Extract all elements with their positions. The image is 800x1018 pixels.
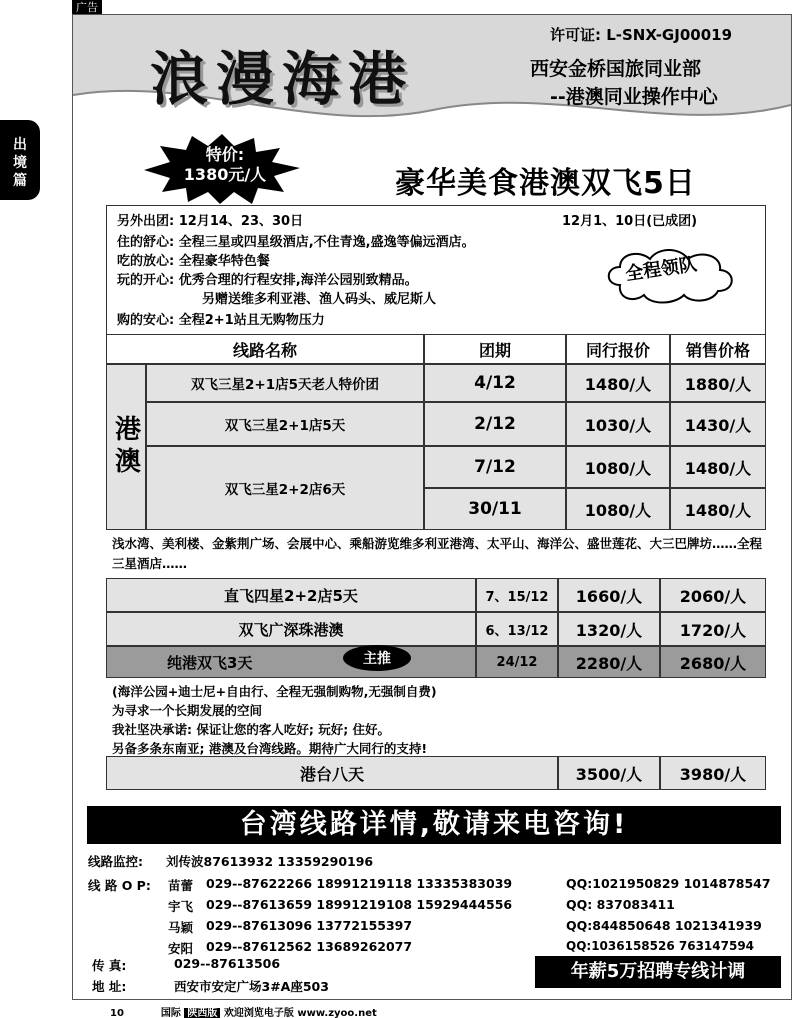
table-row-trade-price: 1660/人 — [558, 578, 660, 612]
header-trade-price: 同行报价 — [566, 334, 670, 364]
operator-label: 线 路 O P: — [88, 878, 151, 893]
table-row-retail-price: 1720/人 — [660, 612, 766, 646]
table-row-trade-price: 2280/人 — [558, 646, 660, 678]
operator-qq: QQ: 837083411 — [566, 897, 675, 912]
table-row-date: 4/12 — [424, 364, 566, 402]
address-value: 西安市安定广场3#A座503 — [174, 979, 329, 994]
section-tab-char: 境 — [13, 155, 27, 171]
table-row-route: 双飞三星2+1店5天 — [146, 402, 424, 446]
fax-number: 029--87613506 — [174, 956, 281, 971]
featured-badge: 主推 — [343, 645, 411, 671]
fax-label: 传 真: — [92, 958, 127, 973]
page-number: 10 — [110, 1008, 124, 1018]
tour-headline: 豪华美食港澳双飞5日 — [395, 166, 696, 201]
departure-dates: 另外出团: 12月14、23、30日 — [117, 214, 304, 229]
sights-list: 浅水湾、美利楼、金紫荆广场、会展中心、乘船游览维多利亚港湾、太平山、海洋公、盛世莲花、大三巴牌坊……全程三星酒店…… — [112, 536, 763, 571]
table-row-retail-price: 2680/人 — [660, 646, 766, 678]
table-row-route: 双飞三星2+1店5天老人特价团 — [146, 364, 424, 402]
operator-qq: QQ:1036158526 763147594 — [566, 939, 755, 953]
table-row-route: 双飞三星2+2店6天 — [146, 446, 424, 530]
ad-tag: 广告 — [72, 0, 102, 15]
price-table — [106, 334, 766, 530]
table-row-date: 24/12 — [476, 646, 558, 678]
table-row-trade-price: 3500/人 — [558, 756, 660, 790]
agency-name: 西安金桥国旅同业部 — [530, 58, 702, 80]
section-tab — [0, 120, 40, 200]
table-row-route: 直飞四星2+2店5天 — [106, 578, 476, 612]
table-row-retail-price: 1480/人 — [670, 446, 766, 488]
table-row-date: 7/12 — [424, 446, 566, 488]
table-row-retail-price: 1480/人 — [670, 488, 766, 530]
table-row-retail-price: 3980/人 — [660, 756, 766, 790]
shop-feature: 购的安心: 全程2+1站且无购物压力 — [117, 313, 325, 328]
play-extra-feature: 另赠送维多利亚港、渔人码头、威尼斯人 — [202, 292, 437, 307]
operator-phones: 029--87613659 18991219108 15929444556 — [206, 897, 513, 912]
monitor-label: 线路监控: — [88, 854, 143, 869]
operator-phones: 029--87613096 13772155397 — [206, 918, 413, 933]
table-row-retail-price: 2060/人 — [660, 578, 766, 612]
agency-department: --港澳同业操作中心 — [550, 86, 718, 108]
section-tab-char: 出 — [13, 137, 27, 153]
operator-phones: 029--87612562 13689262077 — [206, 939, 413, 954]
table-row-date: 7、15/12 — [476, 578, 558, 612]
stay-feature: 住的舒心: 全程三星或四星级酒店,不住青逸,盛逸等偏远酒店。 — [117, 235, 475, 250]
operator-phones: 029--87622266 18991219118 13335383039 — [206, 876, 513, 891]
play-feature: 玩的开心: 优秀合理的行程安排,海洋公园别致精品。 — [117, 273, 418, 288]
table-row-trade-price: 1480/人 — [566, 364, 670, 402]
table-row-trade-price: 1080/人 — [566, 488, 670, 530]
operator-name: 马颖 — [168, 920, 194, 935]
header-route: 线路名称 — [106, 334, 424, 364]
monitor-contact: 刘传波87613932 13359290196 — [166, 854, 374, 869]
edition-badge: 陕西版 — [184, 1008, 220, 1018]
notes-block — [112, 682, 762, 758]
table-row-retail-price: 1880/人 — [670, 364, 766, 402]
operator-name: 宇飞 — [168, 899, 194, 914]
brand-title: 浪漫海港 — [150, 45, 415, 113]
operator-name: 安阳 — [168, 941, 194, 956]
address-label: 地 址: — [92, 979, 127, 994]
recruit-banner: 年薪5万招聘专线计调 — [535, 956, 781, 988]
header-date: 团期 — [424, 334, 566, 364]
table-row-trade-price: 1030/人 — [566, 402, 670, 446]
operator-qq: QQ:844850648 1021341939 — [566, 918, 762, 933]
note-line: 我社坚决承诺: 保证让您的客人吃好; 玩好; 住好。 — [112, 722, 391, 737]
table-row-route: 双飞广深珠港澳 — [106, 612, 476, 646]
special-price-label: 特价: — [205, 145, 245, 164]
eat-feature: 吃的放心: 全程豪华特色餐 — [117, 254, 270, 269]
section-tab-char: 篇 — [13, 173, 27, 189]
taiwan-banner: 台湾线路详情,敬请来电咨询! — [87, 806, 781, 844]
special-price-value: 1380元/人 — [183, 165, 267, 184]
table-row-trade-price: 1320/人 — [558, 612, 660, 646]
website-link[interactable]: 欢迎浏览电子版 www.zyoo.net — [223, 1008, 377, 1018]
table-row-retail-price: 1430/人 — [670, 402, 766, 446]
full-dates: 12月1、10日(已成团) — [562, 214, 698, 229]
header-retail-price: 销售价格 — [670, 334, 766, 364]
full-guide-label: 全程领队 — [624, 254, 699, 285]
operator-qq: QQ:1021950829 1014878547 — [566, 876, 771, 891]
page-footer — [110, 1004, 377, 1018]
table-row-route: 纯港双飞3天 — [106, 646, 476, 678]
note-line: 为寻求一个长期发展的空间 — [112, 703, 263, 718]
operator-name: 苗蕾 — [168, 878, 194, 893]
table-row-route: 港台八天 — [106, 756, 558, 790]
region-label: 港澳 — [106, 364, 146, 530]
license-number: 许可证: L-SNX-GJ00019 — [550, 26, 733, 44]
table-row-trade-price: 1080/人 — [566, 446, 670, 488]
section-name: 国际 — [160, 1008, 181, 1018]
table-row-date: 2/12 — [424, 402, 566, 446]
note-line: 另备多条东南亚; 港澳及台湾线路。期待广大同行的支持! — [112, 741, 428, 756]
note-line: (海洋公园+迪士尼+自由行、全程无强制购物,无强制自费) — [112, 684, 437, 699]
table-row-date: 6、13/12 — [476, 612, 558, 646]
table-row-date: 30/11 — [424, 488, 566, 530]
